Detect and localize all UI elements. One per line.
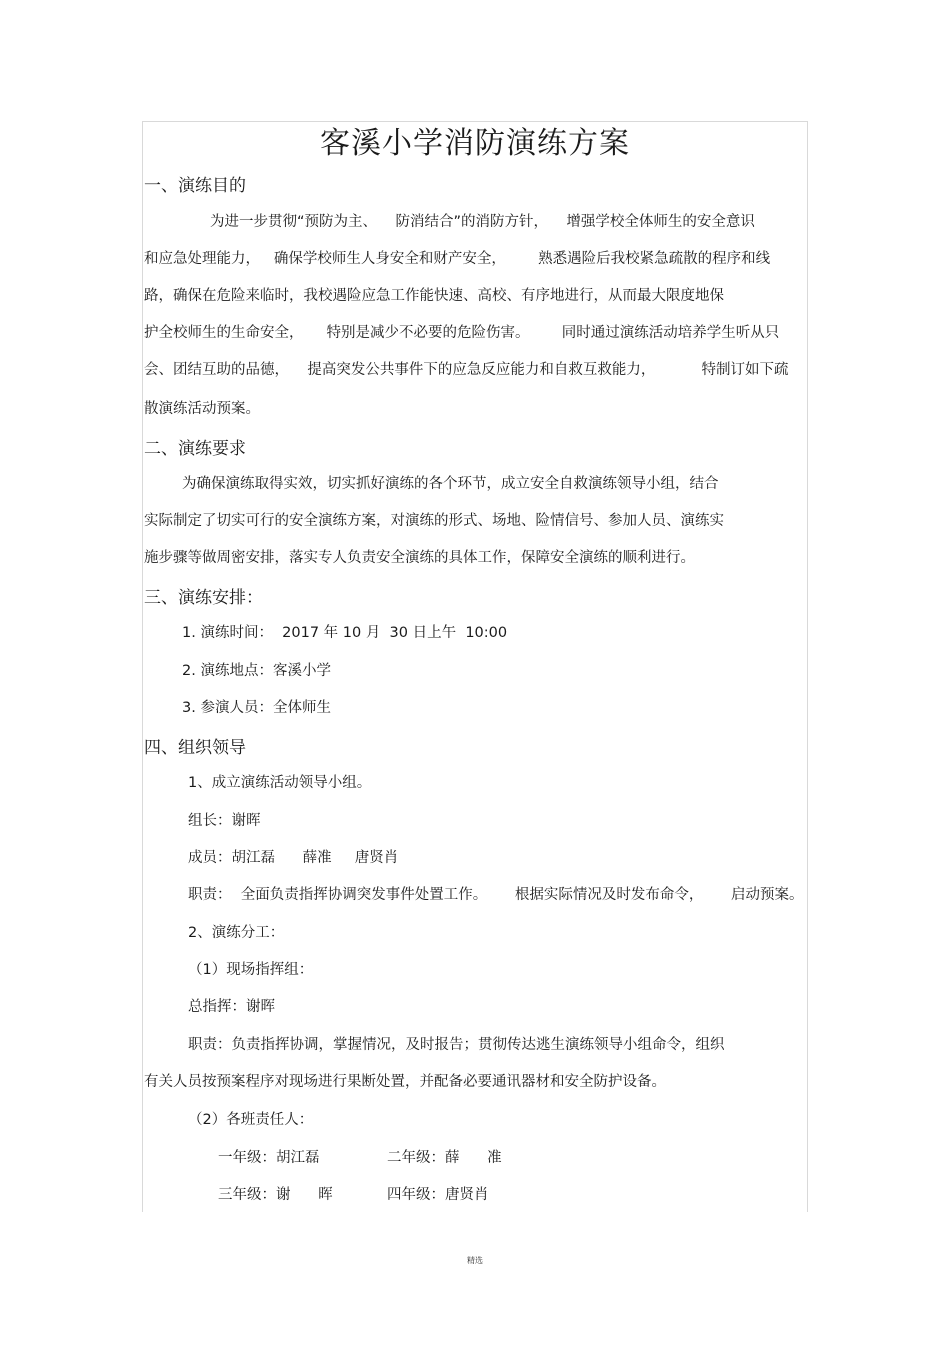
- section-heading-arrangement: 三、演练安排：: [144, 588, 263, 608]
- paragraph-line: 组长：谢晖: [188, 813, 261, 829]
- grade-leader: 一年级：胡江磊: [218, 1150, 320, 1166]
- paragraph-line: 为确保演练取得实效，切实抓好演练的各个环节，成立安全自救演练领导小组，结合: [182, 476, 719, 492]
- paragraph-line: 职责： 全面负责指挥协调突发事件处置工作。 根据实际情况及时发布命令， 启动预案。: [188, 887, 804, 903]
- paragraph-line: 为进一步贯彻“预防为主、 防消结合”的消防方针， 增强学校全体师生的安全意识: [210, 214, 755, 230]
- grade-leader: 三年级：谢 晖: [218, 1187, 333, 1203]
- grade-leader: 二年级：薛 准: [387, 1150, 502, 1166]
- paragraph-line: 会、团结互助的品德， 提高突发公共事件下的应急反应能力和自救互救能力， 特制订如下疏: [144, 362, 789, 378]
- paragraph-line: 护全校师生的生命安全， 特别是减少不必要的危险伤害。 同时通过演练活动培养学生听从只: [144, 325, 780, 341]
- section-heading-requirements: 二、演练要求: [144, 439, 246, 459]
- paragraph-line: 实际制定了切实可行的安全演练方案，对演练的形式、场地、险情信号、参加人员、演练实: [144, 513, 724, 529]
- grade-leader: 四年级：唐贤肖: [387, 1187, 489, 1203]
- section-heading-organization: 四、组织领导: [144, 738, 246, 758]
- arrangement-item: 1. 演练时间： 2017 年 10 月 30 日上午 10:00: [182, 625, 508, 641]
- paragraph-line: 有关人员按预案程序对现场进行果断处置，并配备必要通讯器材和安全防护设备。: [144, 1074, 666, 1090]
- paragraph-line: 路，确保在危险来临时，我校遇险应急工作能快速、高校、有序地进行，从而最大限度地保: [144, 288, 724, 304]
- page-footer: 精选: [467, 1256, 483, 1265]
- paragraph-line: 散演练活动预案。: [144, 401, 260, 417]
- paragraph-line: 和应急处理能力， 确保学校师生人身安全和财产安全， 熟悉遇险后我校紧急疏散的程序和线: [144, 251, 771, 267]
- page-title: 客溪小学消防演练方案: [320, 126, 630, 161]
- paragraph-line: 1、成立演练活动领导小组。: [188, 775, 372, 791]
- paragraph-line: 成员：胡江磊 薛准 唐贤肖: [188, 850, 399, 866]
- paragraph-line: 总指挥：谢晖: [188, 999, 275, 1015]
- section-heading-purpose: 一、演练目的: [144, 176, 246, 196]
- arrangement-item: 2. 演练地点：客溪小学: [182, 663, 331, 679]
- paragraph-line: 施步骤等做周密安排，落实专人负责安全演练的具体工作，保障安全演练的顺利进行。: [144, 550, 695, 566]
- arrangement-item: 3. 参演人员：全体师生: [182, 700, 331, 716]
- paragraph-line: （2）各班责任人：: [188, 1112, 314, 1128]
- paragraph-line: 2、演练分工：: [188, 925, 285, 941]
- paragraph-line: （1）现场指挥组：: [188, 962, 314, 978]
- paragraph-line: 职责：负责指挥协调，掌握情况，及时报告；贯彻传达逃生演练领导小组命令，组织: [188, 1037, 725, 1053]
